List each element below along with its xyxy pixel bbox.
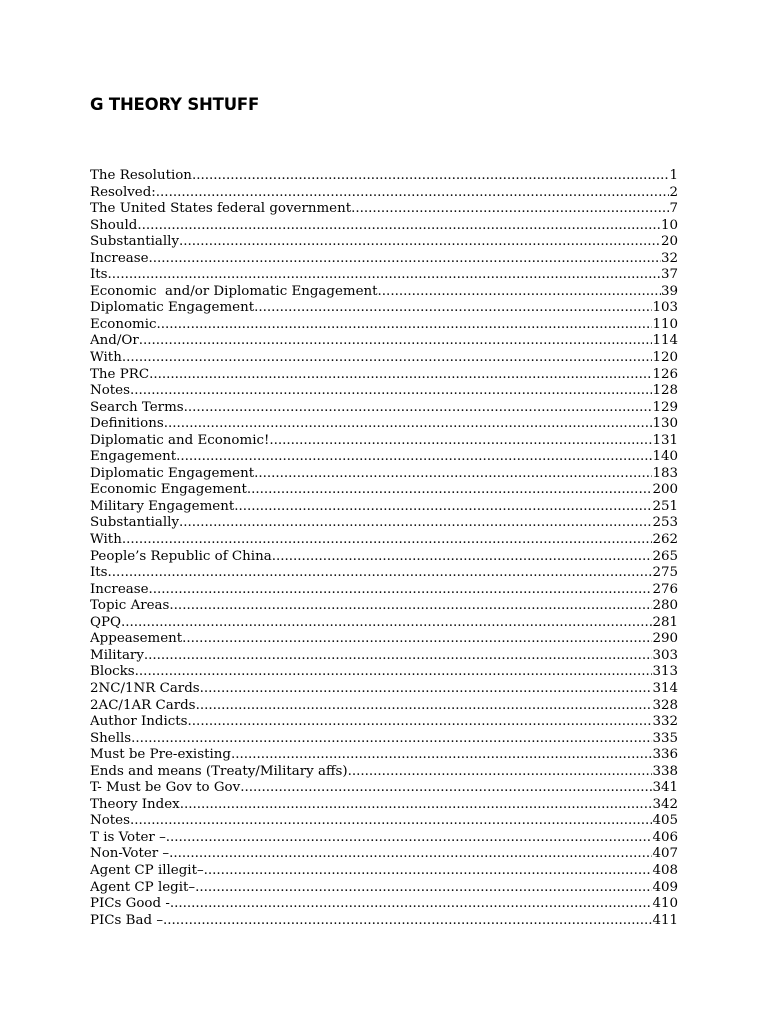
toc-entry-label: Ends and means (Treaty/Military affs) xyxy=(90,763,348,779)
toc-entry-page-number: 130 xyxy=(652,416,678,432)
toc-dot-leader xyxy=(131,731,652,748)
toc-dot-leader xyxy=(121,615,652,632)
toc-dot-leader xyxy=(108,267,661,284)
toc-entry[interactable] xyxy=(90,466,678,483)
toc-entry-label: Substantially xyxy=(90,515,180,531)
toc-entry-label: Agent CP illegit– xyxy=(90,862,204,878)
toc-entry-label: Military xyxy=(90,647,144,663)
toc-entry[interactable] xyxy=(90,185,678,202)
toc-dot-leader xyxy=(204,863,653,880)
toc-entry-page-number: 406 xyxy=(652,829,678,845)
toc-entry[interactable] xyxy=(90,234,678,251)
toc-entry-label: Increase xyxy=(90,250,149,266)
toc-dot-leader xyxy=(254,300,652,317)
toc-dot-leader xyxy=(200,681,653,698)
toc-entry-label: Notes xyxy=(90,383,130,399)
toc-dot-leader xyxy=(188,714,653,731)
toc-dot-leader xyxy=(149,367,652,384)
toc-entry-label: Diplomatic Engagement xyxy=(90,300,255,316)
toc-entry-label: Blocks xyxy=(90,664,135,680)
toc-entry-page-number: 313 xyxy=(652,664,678,680)
toc-entry-page-number: 275 xyxy=(652,565,678,581)
toc-entry[interactable] xyxy=(90,565,678,582)
toc-entry[interactable] xyxy=(90,201,678,218)
toc-entry[interactable] xyxy=(90,317,678,334)
toc-dot-leader xyxy=(169,846,652,863)
toc-entry[interactable] xyxy=(90,267,678,284)
toc-dot-leader xyxy=(130,813,652,830)
toc-dot-leader xyxy=(176,449,652,466)
toc-entry[interactable] xyxy=(90,449,678,466)
toc-entry-label: Non-Voter – xyxy=(90,846,170,862)
toc-entry-page-number: 411 xyxy=(652,912,678,928)
toc-entry[interactable] xyxy=(90,648,678,665)
toc-entry-page-number: 342 xyxy=(652,796,678,812)
toc-entry[interactable] xyxy=(90,598,678,615)
toc-entry[interactable] xyxy=(90,797,678,814)
toc-dot-leader xyxy=(144,648,653,665)
toc-entry[interactable] xyxy=(90,846,678,863)
toc-dot-leader xyxy=(247,482,653,499)
toc-entry[interactable] xyxy=(90,664,678,681)
toc-dot-leader xyxy=(156,185,670,202)
toc-dot-leader xyxy=(231,747,652,764)
toc-entry-page-number: 407 xyxy=(652,846,678,862)
toc-dot-leader xyxy=(108,565,653,582)
toc-entry[interactable] xyxy=(90,764,678,781)
toc-entry-label: Economic xyxy=(90,316,157,332)
table-of-contents xyxy=(90,168,678,929)
toc-entry[interactable] xyxy=(90,880,678,897)
toc-entry-label: Must be Pre-existing xyxy=(90,747,231,763)
toc-entry-label: Its xyxy=(90,267,108,283)
toc-dot-leader xyxy=(348,764,653,781)
toc-entry-page-number: 405 xyxy=(652,813,678,829)
toc-entry[interactable] xyxy=(90,300,678,317)
toc-dot-leader xyxy=(254,466,652,483)
toc-entry-label: PICs Bad – xyxy=(90,912,164,928)
toc-entry-page-number: 332 xyxy=(652,714,678,730)
toc-dot-leader xyxy=(234,499,652,516)
toc-entry-page-number: 32 xyxy=(660,250,678,266)
toc-dot-leader xyxy=(192,168,670,185)
toc-entry-page-number: 110 xyxy=(652,316,678,332)
toc-entry[interactable] xyxy=(90,549,678,566)
toc-entry-label: Its xyxy=(90,565,108,581)
toc-dot-leader xyxy=(240,780,652,797)
toc-entry[interactable] xyxy=(90,168,678,185)
toc-entry-label: With xyxy=(90,350,122,366)
toc-entry-page-number: 251 xyxy=(652,498,678,514)
toc-dot-leader xyxy=(149,251,661,268)
toc-entry[interactable] xyxy=(90,615,678,632)
toc-dot-leader xyxy=(135,664,653,681)
toc-dot-leader xyxy=(170,896,653,913)
toc-entry-page-number: 262 xyxy=(652,532,678,548)
toc-entry-page-number: 10 xyxy=(660,217,678,233)
toc-dot-leader xyxy=(179,234,661,251)
toc-dot-leader xyxy=(139,333,653,350)
toc-entry-label: Search Terms xyxy=(90,399,184,415)
toc-dot-leader xyxy=(149,582,653,599)
toc-entry-page-number: 410 xyxy=(652,896,678,912)
toc-entry[interactable] xyxy=(90,582,678,599)
toc-entry[interactable] xyxy=(90,367,678,384)
toc-entry-page-number: 20 xyxy=(660,234,678,250)
toc-entry[interactable] xyxy=(90,780,678,797)
toc-entry-page-number: 126 xyxy=(652,366,678,382)
toc-entry[interactable] xyxy=(90,433,678,450)
toc-entry-label: Theory Index xyxy=(90,796,180,812)
toc-entry-label: T is Voter – xyxy=(90,829,166,845)
toc-entry[interactable] xyxy=(90,515,678,532)
toc-entry-label: 2NC/1NR Cards xyxy=(90,680,200,696)
toc-dot-leader xyxy=(122,532,653,549)
toc-entry-label: Diplomatic and Economic! xyxy=(90,432,270,448)
toc-entry-page-number: 409 xyxy=(652,879,678,895)
toc-entry-page-number: 131 xyxy=(652,432,678,448)
toc-entry[interactable] xyxy=(90,731,678,748)
toc-entry-page-number: 338 xyxy=(652,763,678,779)
toc-entry-page-number: 140 xyxy=(652,449,678,465)
toc-entry-page-number: 129 xyxy=(652,399,678,415)
toc-entry-label: Engagement xyxy=(90,449,177,465)
toc-entry-page-number: 1 xyxy=(669,168,678,183)
toc-entry-label: The United States federal government xyxy=(90,201,352,217)
toc-dot-leader xyxy=(166,830,653,847)
toc-dot-leader xyxy=(122,350,653,367)
toc-entry-page-number: 281 xyxy=(652,614,678,630)
toc-entry-label: Economic Engagement xyxy=(90,482,247,498)
toc-entry-page-number: 114 xyxy=(652,333,678,349)
toc-dot-leader xyxy=(196,698,653,715)
toc-entry[interactable] xyxy=(90,698,678,715)
toc-entry[interactable] xyxy=(90,284,678,301)
toc-entry-label: Substantially xyxy=(90,234,180,250)
toc-entry-label: Author Indicts xyxy=(90,714,188,730)
toc-entry[interactable] xyxy=(90,350,678,367)
toc-entry-label: Increase xyxy=(90,581,149,597)
toc-entry-page-number: 314 xyxy=(652,680,678,696)
toc-entry-label: Agent CP legit– xyxy=(90,879,196,895)
toc-entry-page-number: 183 xyxy=(652,465,678,481)
toc-entry[interactable] xyxy=(90,482,678,499)
toc-entry-label: Shells xyxy=(90,730,132,746)
toc-entry-page-number: 303 xyxy=(652,647,678,663)
toc-entry[interactable] xyxy=(90,499,678,516)
toc-entry-label: Military Engagement xyxy=(90,498,235,514)
toc-dot-leader xyxy=(272,549,653,566)
toc-entry-page-number: 253 xyxy=(652,515,678,531)
toc-entry[interactable] xyxy=(90,863,678,880)
toc-entry[interactable] xyxy=(90,400,678,417)
toc-entry-label: Definitions xyxy=(90,416,164,432)
toc-entry[interactable] xyxy=(90,913,678,930)
toc-entry-page-number: 120 xyxy=(652,350,678,366)
toc-entry-label: The Resolution xyxy=(90,168,192,183)
toc-entry[interactable] xyxy=(90,631,678,648)
toc-dot-leader xyxy=(182,631,652,648)
toc-entry-page-number: 200 xyxy=(652,482,678,498)
toc-entry-page-number: 408 xyxy=(652,862,678,878)
toc-entry-page-number: 103 xyxy=(652,300,678,316)
toc-dot-leader xyxy=(351,201,669,218)
toc-entry-page-number: 37 xyxy=(660,267,678,283)
toc-entry-label: PICs Good - xyxy=(90,896,170,912)
toc-entry[interactable] xyxy=(90,383,678,400)
toc-entry[interactable] xyxy=(90,218,678,235)
toc-entry-label: With xyxy=(90,532,122,548)
toc-entry-page-number: 341 xyxy=(652,780,678,796)
toc-dot-leader xyxy=(157,317,653,334)
toc-entry[interactable] xyxy=(90,416,678,433)
toc-dot-leader xyxy=(180,797,653,814)
toc-entry-page-number: 276 xyxy=(652,581,678,597)
toc-entry-page-number: 39 xyxy=(660,283,678,299)
toc-entry-label: Notes xyxy=(90,813,130,829)
toc-entry-label: 2AC/1AR Cards xyxy=(90,697,196,713)
toc-dot-leader xyxy=(169,598,652,615)
toc-dot-leader xyxy=(163,913,652,930)
toc-entry-label: The PRC xyxy=(90,366,150,382)
toc-entry-label: Diplomatic Engagement xyxy=(90,465,255,481)
toc-entry[interactable] xyxy=(90,747,678,764)
toc-entry[interactable] xyxy=(90,830,678,847)
toc-dot-leader xyxy=(184,400,653,417)
toc-entry-page-number: 7 xyxy=(669,201,678,217)
toc-dot-leader xyxy=(137,218,661,235)
document-title: G THEORY SHTUFF xyxy=(90,95,260,114)
toc-entry[interactable] xyxy=(90,532,678,549)
toc-entry-label: Economic and/or Diplomatic Engagement xyxy=(90,283,378,299)
toc-entry-page-number: 335 xyxy=(652,730,678,746)
toc-entry[interactable] xyxy=(90,813,678,830)
toc-entry[interactable] xyxy=(90,251,678,268)
toc-entry-page-number: 336 xyxy=(652,747,678,763)
toc-dot-leader xyxy=(179,515,652,532)
toc-dot-leader xyxy=(378,284,661,301)
toc-dot-leader xyxy=(130,383,652,400)
toc-entry[interactable] xyxy=(90,681,678,698)
toc-entry[interactable] xyxy=(90,714,678,731)
toc-entry-label: T- Must be Gov to Gov xyxy=(90,780,241,796)
toc-entry-page-number: 265 xyxy=(652,548,678,564)
toc-entry-label: And/Or xyxy=(90,333,139,349)
toc-dot-leader xyxy=(269,433,652,450)
toc-dot-leader xyxy=(195,880,652,897)
toc-dot-leader xyxy=(164,416,653,433)
toc-entry-page-number: 290 xyxy=(652,631,678,647)
toc-entry-label: Topic Areas xyxy=(90,598,170,614)
toc-entry-label: Resolved: xyxy=(90,184,156,200)
toc-entry-label: QPQ xyxy=(90,614,121,630)
toc-entry[interactable] xyxy=(90,333,678,350)
toc-entry-label: People’s Republic of China xyxy=(90,548,272,564)
toc-entry-label: Should xyxy=(90,217,138,233)
toc-entry-page-number: 128 xyxy=(652,383,678,399)
toc-entry-page-number: 328 xyxy=(652,697,678,713)
toc-entry-page-number: 2 xyxy=(669,184,678,200)
toc-entry[interactable] xyxy=(90,896,678,913)
toc-entry-label: Appeasement xyxy=(90,631,183,647)
toc-entry-page-number: 280 xyxy=(652,598,678,614)
